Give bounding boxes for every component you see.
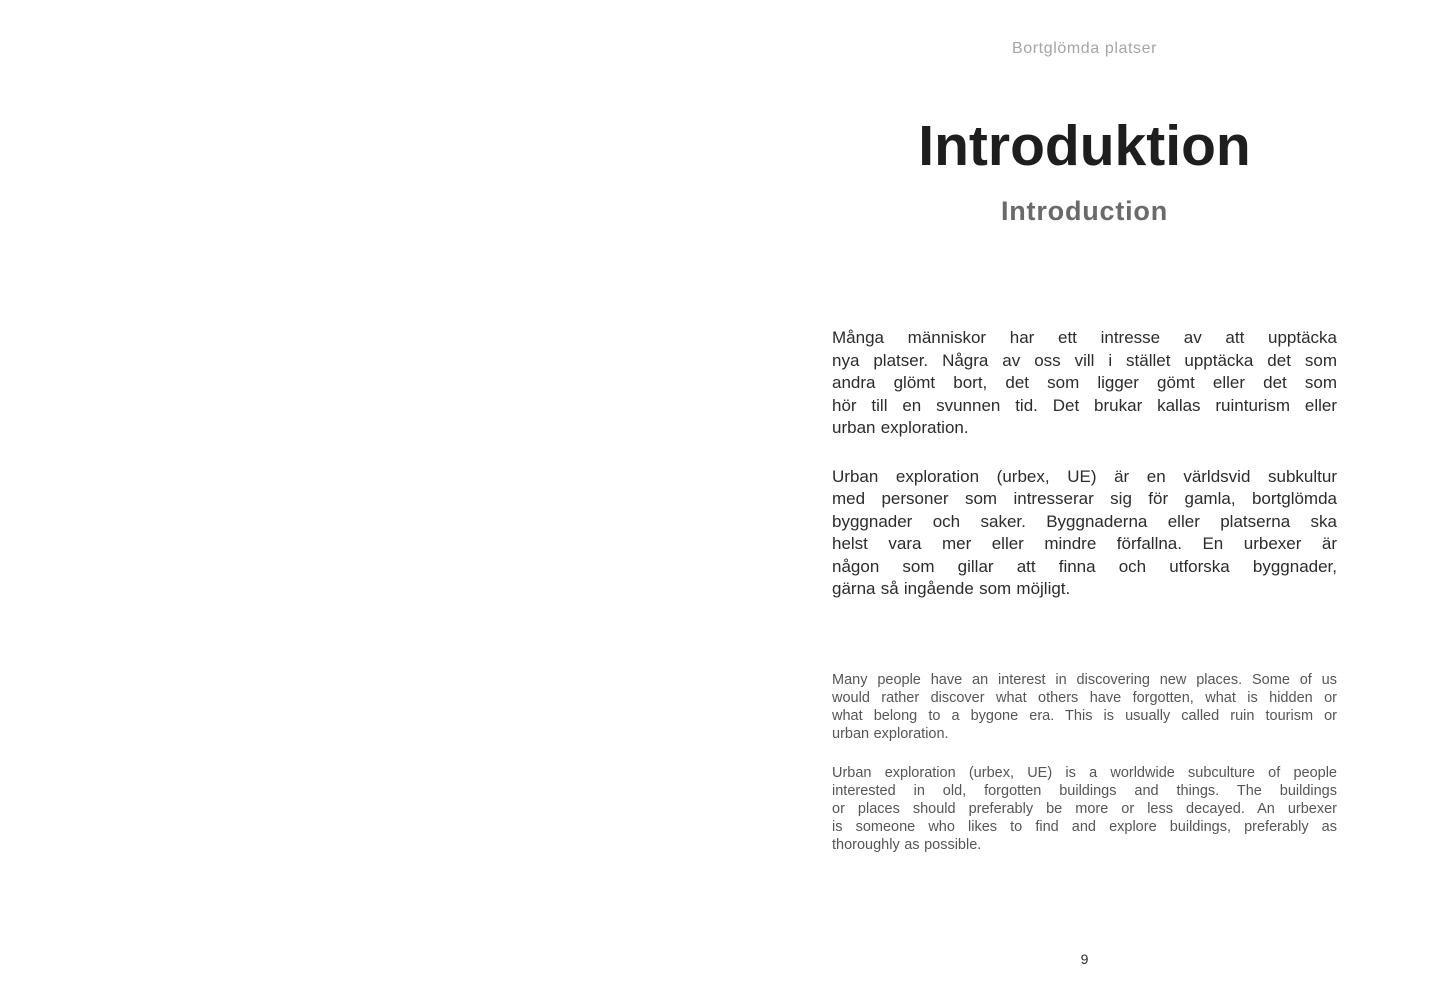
text-line: byggnader och saker. Byggnaderna eller platserna ska — [832, 511, 1337, 531]
chapter-subtitle: Introduction — [1000, 196, 1169, 226]
text-line: med personer som intresserar sig för gamla, bortglömda — [832, 489, 1337, 508]
swedish-text-column — [832, 327, 1337, 627]
text-line: or places should preferably be more or less decayed. An urbexer — [832, 801, 1337, 817]
text-line: gärna så ingående som möjligt. — [832, 579, 1071, 598]
text-line: nya platser. Några av oss vill i stället upptäcka det som — [832, 350, 1337, 370]
text-line: is someone who likes to find and explore buildings, preferably as — [832, 819, 1337, 835]
swedish-paragraph — [832, 327, 1337, 440]
text-line: andra glömt bort, det som ligger gömt eller det som — [832, 373, 1337, 392]
text-line: urban exploration. — [832, 418, 969, 437]
text-line: helst vara mer eller mindre förfallna. En urbexer är — [832, 534, 1337, 553]
text-line: någon som gillar att finna och utforska byggnader, — [832, 556, 1337, 576]
text-line: hör till en svunnen tid. Det brukar kallas ruinturism eller — [832, 395, 1337, 415]
text-line: Många människor har ett intresse av att upptäcka — [832, 328, 1337, 347]
text-line: Many people have an interest in discovering new places. Some of us — [832, 672, 1337, 688]
page-number: 9 — [1080, 951, 1089, 967]
swedish-paragraph — [832, 466, 1337, 601]
text-line: what belong to a bygone era. This is usually called ruin tourism or — [832, 708, 1337, 724]
left-page-blank — [0, 0, 722, 1008]
english-paragraph — [832, 671, 1337, 743]
running-header: Bortglömda platser — [1011, 40, 1158, 57]
chapter-title: Introduktion — [918, 114, 1251, 178]
english-text-column — [832, 671, 1337, 875]
text-line: would rather discover what others have forgotten, what is hidden or — [832, 690, 1337, 706]
english-paragraph — [832, 764, 1337, 854]
text-line: urban exploration. — [832, 726, 949, 742]
text-line: interested in old, forgotten buildings and things. The buildings — [832, 783, 1337, 799]
text-line: thoroughly as possible. — [832, 837, 982, 853]
text-line: Urban exploration (urbex, UE) är en världsvid subkultur — [832, 466, 1337, 486]
text-line: Urban exploration (urbex, UE) is a worldwide subculture of people — [832, 765, 1337, 781]
